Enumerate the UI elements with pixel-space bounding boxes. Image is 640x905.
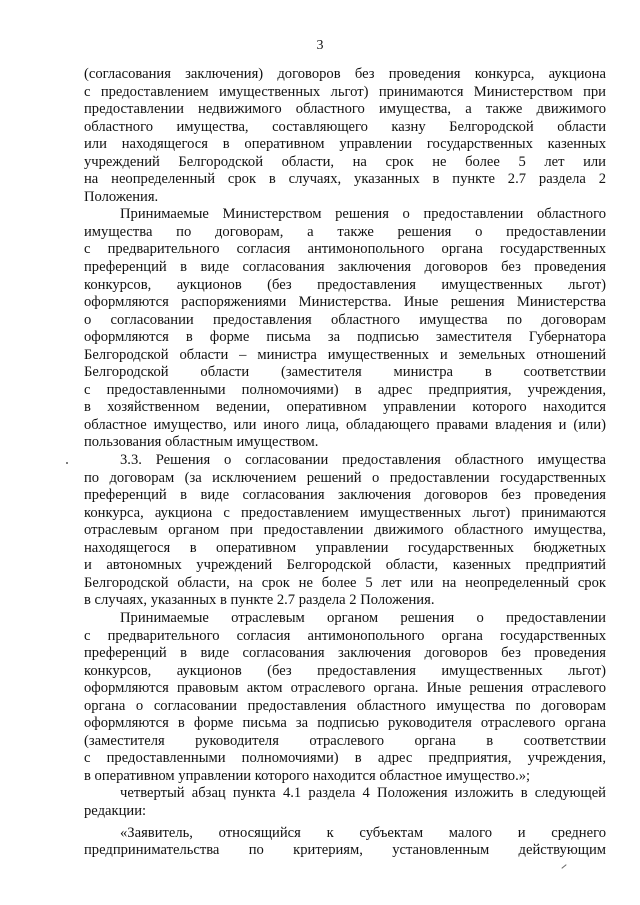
text-line: учреждений Белгородской области, на срок не более 5 лет или: [84, 153, 606, 170]
text-line: имущества по договорам, а также решения о предоставлении: [84, 223, 606, 240]
text-line: конкурсов, аукционов (без предоставления имущественных льгот): [84, 276, 606, 293]
text-line: «Заявитель, относящийся к субъектам малого и среднего: [120, 824, 606, 841]
margin-tick-mark: [561, 864, 566, 869]
page-number: 3: [316, 38, 324, 53]
text-line: преференций в виде согласования заключения договоров без проведения: [84, 487, 606, 504]
text-line: предоставлении недвижимого областного имущества, а также движимого: [84, 101, 606, 118]
text-line: Принимаемые Министерством решения о предоставлении областного: [120, 206, 606, 223]
text-line: оформляются правовым актом отраслевого органа. Иные решения отраслевого: [84, 680, 606, 697]
text-line: преференций в виде согласования заключения договоров без проведения: [84, 645, 606, 662]
text-line: (заместителя руководителя отраслевого органа в соответствии: [84, 732, 606, 749]
text-line: по договорам (за исключением решений о предоставлении государственных: [84, 469, 606, 486]
text-line: и автономных учреждений Белгородской области, казенных предприятий: [84, 557, 606, 574]
text-line: Белгородской области, на срок не более 5 лет или на неопределенный срок: [84, 574, 606, 591]
text-line: с предварительного согласия антимонопольного органа государственных: [84, 627, 606, 644]
text-line: пользования областным имуществом.: [84, 434, 319, 451]
text-line: областное имущество, или иного лица, обладающего правами владения и (или): [84, 416, 606, 433]
text-line: в хозяйственном ведении, оперативном управлении которого находится: [84, 399, 606, 416]
text-line: оформляются в форме письма за подписью руководителя отраслевого органа: [84, 715, 606, 732]
text-line: оформляются в форме письма за подписью заместителя Губернатора: [84, 329, 606, 346]
text-line: с предоставлением имущественных льгот) принимаются Министерством при: [84, 83, 606, 100]
text-line: органа о согласовании предоставления областного имущества по договорам: [84, 697, 606, 714]
text-line: редакции:: [84, 802, 147, 819]
text-line: на неопределенный срок в случаях, указанных в пункте 2.7 раздела 2: [84, 171, 606, 188]
text-line: отраслевым органом при предоставлении движимого областного имущества,: [84, 522, 606, 539]
text-line: Белгородской области (заместителя министра в соответствии: [84, 364, 606, 381]
text-line: Принимаемые отраслевым органом решения о предоставлении: [120, 609, 606, 626]
text-line: преференций в виде согласования заключения договоров без проведения: [84, 259, 606, 276]
text-line: с предоставленными полномочиями) в адрес предприятия, учреждения,: [84, 381, 606, 398]
document-body: [84, 66, 606, 860]
text-line: в случаях, указанных в пункте 2.7 раздела 2 Положения.: [84, 592, 435, 609]
text-line: в оперативном управлении которого находится областное имущество.»;: [84, 767, 531, 784]
text-line: предпринимательства по критериям, установленным действующим: [84, 842, 606, 859]
text-line: Белгородской области – министра имущественных и земельных отношений: [84, 346, 606, 363]
text-line: оформляются распоряжениями Министерства. Иные решения Министерства: [84, 294, 606, 311]
text-line: Положения.: [84, 188, 159, 205]
text-line: 3.3. Решения о согласовании предоставления областного имущества: [120, 452, 606, 469]
margin-dot-mark: [66, 462, 68, 464]
text-line: конкурсов, аукционов (без предоставления имущественных льгот): [84, 662, 606, 679]
text-line: о согласовании предоставления областного имущества по договорам: [84, 311, 606, 328]
text-line: областного имущества, составляющего казну Белгородской области: [84, 118, 606, 135]
text-line: конкурса, аукциона с предоставлением имущественных льгот) принимаются: [84, 504, 606, 521]
text-line: с предоставленными полномочиями) в адрес предприятия, учреждения,: [84, 750, 606, 767]
text-line: с предварительного согласия антимонопольного органа государственных: [84, 241, 606, 258]
text-line: (согласования заключения) договоров без проведения конкурса, аукциона: [84, 66, 606, 82]
text-line: или находящегося в оперативном управлении государственных казенных: [84, 136, 606, 153]
text-line: находящегося в оперативном управлении государственных бюджетных: [84, 539, 606, 556]
text-line: четвертый абзац пункта 4.1 раздела 4 Положения изложить в следующей: [120, 785, 606, 802]
